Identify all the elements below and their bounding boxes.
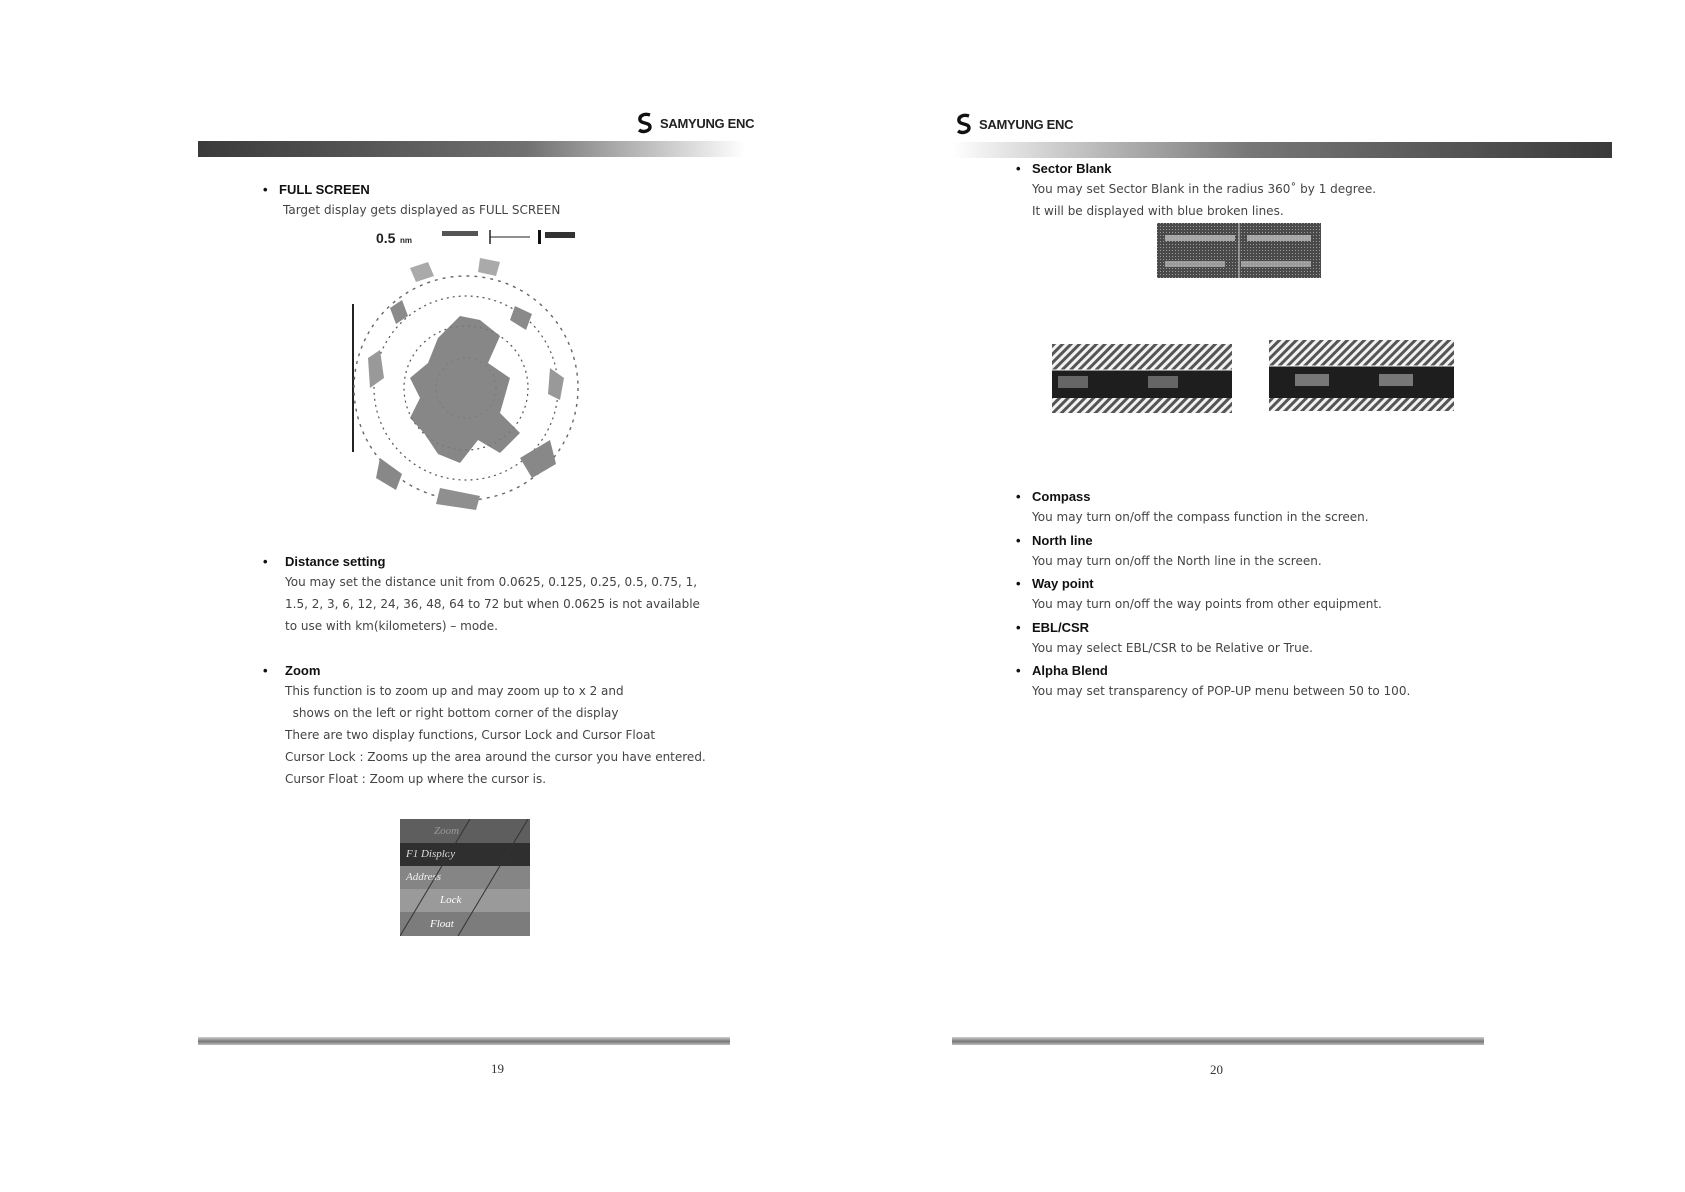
section-zoom: • Zoom This function is to zoom up and may zoom up to x 2 and shows on the left or right bottom corner of the display There are two display functions, Cursor Lock and Cursor Float Cursor Lock : Zooms up the area around the cursor you have entered. Cursor Float : Zoom up where the cursor is. [263, 662, 706, 790]
sector-blank-menu-figure [1157, 223, 1321, 278]
section-full-screen: • FULL SCREEN Target display gets displayed as FULL SCREEN [263, 181, 560, 220]
brand-name: SAMYUNG ENC [979, 116, 1074, 132]
section-line: You may turn on/off the way points from other equipment. [1032, 597, 1382, 611]
section-title: Compass [1032, 489, 1091, 504]
section-line: to use with km(kilometers) – mode. [285, 619, 498, 633]
zoom-menu-figure [400, 819, 530, 936]
section-alpha-blend: • Alpha Blend You may set transparency of POP-UP menu between 50 to 100. [1016, 662, 1410, 702]
range-label: 0.5 [376, 230, 396, 246]
page-number: 20 [1210, 1062, 1223, 1077]
sector-blank-example-image [1052, 344, 1232, 413]
page-number: 19 [491, 1061, 504, 1076]
section-distance-setting: • Distance setting You may set the distance unit from 0.0625, 0.125, 0.25, 0.5, 0.75, 1, 1.5, 2, 3, 6, 12, 24, 36, 48, 64 to 72 but when 0.0625 is not available to use with km(kilometers) – mode. [263, 553, 700, 637]
sector-blank-example-image [1269, 340, 1454, 411]
zoom-menu-row: Address [400, 866, 530, 889]
brand-logo [636, 112, 754, 134]
brand-logo [955, 113, 1073, 135]
zoom-menu-overlay [400, 819, 530, 936]
radar-screen-image [350, 228, 580, 525]
zoom-menu-row: Zoom [400, 819, 530, 843]
section-title: Way point [1032, 576, 1094, 591]
section-line: There are two display functions, Cursor Lock and Cursor Float [285, 728, 656, 742]
zoom-menu-row: Float [400, 912, 530, 936]
section-line: shows on the left or right bottom corner of the display [285, 706, 619, 720]
brand-name: SAMYUNG ENC [660, 115, 755, 131]
section-way-point: • Way point You may turn on/off the way points from other equipment. [1016, 575, 1382, 615]
section-title: North line [1032, 533, 1093, 548]
left-page [0, 0, 842, 1192]
section-line: It will be displayed with blue broken lines. [1032, 204, 1284, 218]
right-page [842, 0, 1685, 1192]
range-unit: nm [400, 236, 412, 245]
section-line: You may turn on/off the compass function in the screen. [1032, 510, 1369, 524]
section-line: Target display gets displayed as FULL SCREEN [283, 203, 561, 217]
footer-bar [198, 1037, 730, 1045]
sector-blank-example-figure [1269, 340, 1454, 411]
section-line: You may turn on/off the North line in the screen. [1032, 554, 1322, 568]
section-line: This function is to zoom up and may zoom up to x 2 and [285, 684, 624, 698]
section-line: You may select EBL/CSR to be Relative or True. [1032, 641, 1313, 655]
section-line: 1.5, 2, 3, 6, 12, 24, 36, 48, 64 to 72 but when 0.0625 is not available [285, 597, 700, 611]
zoom-menu-row: Lock [400, 889, 530, 912]
section-line: Cursor Float : Zoom up where the cursor is. [285, 772, 547, 786]
section-sector-blank: • Sector Blank You may set Sector Blank in the radius 360˚ by 1 degree. It will be displayed with blue broken lines. [1016, 160, 1376, 222]
section-line: Cursor Lock : Zooms up the area around the cursor you have entered. [285, 750, 706, 764]
section-line: You may set Sector Blank in the radius 360˚ by 1 degree. [1032, 182, 1377, 196]
radar-display-figure [350, 228, 580, 525]
section-title: FULL SCREEN [279, 182, 370, 197]
footer-bar [952, 1037, 1484, 1045]
section-title: Sector Blank [1032, 161, 1112, 176]
samyung-logo-icon [636, 112, 654, 134]
section-line: You may set the distance unit from 0.0625, 0.125, 0.25, 0.5, 0.75, 1, [285, 575, 698, 589]
header-bar [952, 142, 1612, 158]
sector-blank-menu-image [1157, 223, 1321, 278]
section-compass: • Compass You may turn on/off the compass function in the screen. [1016, 488, 1369, 528]
sector-blank-example-figure [1052, 344, 1232, 413]
section-north-line: • North line You may turn on/off the North line in the screen. [1016, 532, 1322, 572]
zoom-menu-row: F1 Display [400, 843, 530, 866]
samyung-logo-icon [955, 113, 973, 135]
section-line: You may set transparency of POP-UP menu between 50 to 100. [1032, 684, 1411, 698]
section-ebl-csr: • EBL/CSR You may select EBL/CSR to be Relative or True. [1016, 619, 1313, 659]
section-title: EBL/CSR [1032, 620, 1090, 635]
section-title: Zoom [285, 663, 321, 678]
section-title: Distance setting [285, 554, 386, 569]
header-bar [198, 141, 745, 157]
section-title: Alpha Blend [1032, 663, 1108, 678]
